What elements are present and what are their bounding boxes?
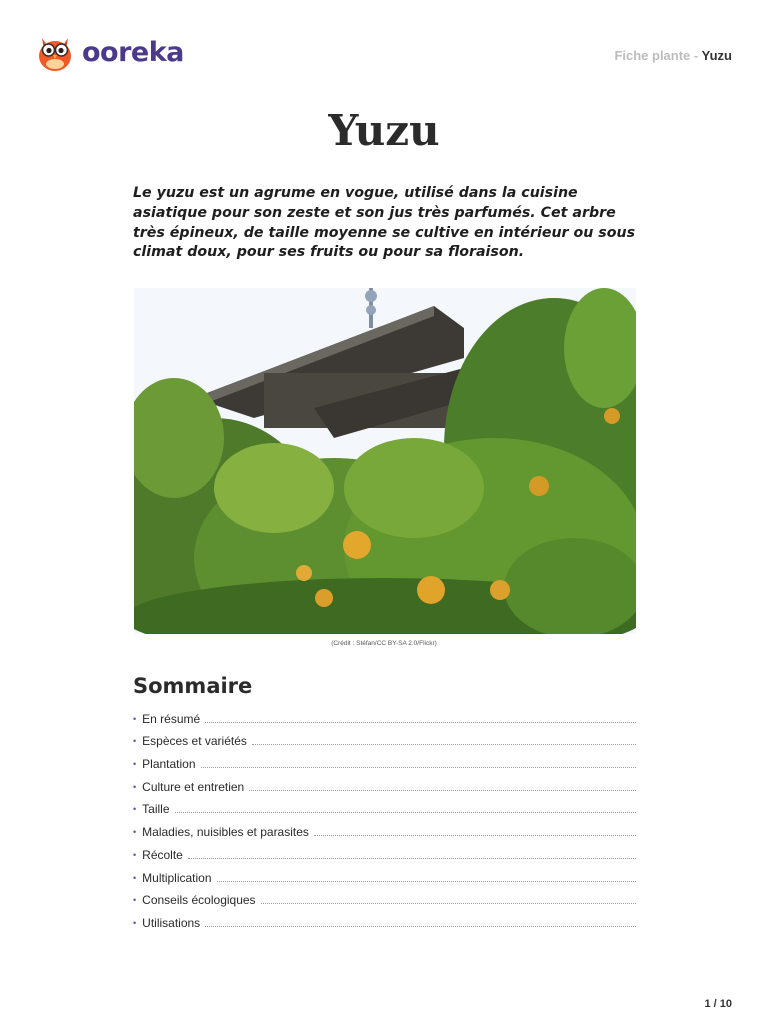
- page-header: [0, 0, 768, 90]
- photo-credit: (Crédit : Stéfan/CC BY-SA 2.0/Flickr): [331, 640, 437, 647]
- yuzu-tree-photo: [134, 288, 636, 634]
- toc-item[interactable]: [133, 749, 636, 772]
- toc-item-label: Utilisations: [142, 915, 201, 930]
- toc-item[interactable]: [133, 727, 636, 750]
- bullet-icon: •: [133, 736, 137, 747]
- dot-leader: [205, 722, 636, 723]
- bullet-icon: •: [133, 827, 137, 838]
- toc-item-label: Récolte: [142, 847, 183, 862]
- intro-paragraph: Le yuzu est un agrume en vogue, utilisé dans la cuisine asiatique pour son zeste et son jus très parfumés. Cet arbre très épineux, de taille moyenne se cultive en intérieur ou sous climat doux, pour ses fruits ou pour sa floraison.: [133, 185, 636, 261]
- toc-item[interactable]: [133, 817, 636, 840]
- table-of-contents: [133, 704, 636, 931]
- dot-leader: [175, 812, 636, 813]
- bullet-icon: •: [133, 849, 137, 860]
- dot-leader: [205, 926, 636, 927]
- toc-item[interactable]: [133, 886, 636, 909]
- dot-leader: [252, 744, 636, 745]
- toc-item-label: Conseils écologiques: [142, 893, 256, 908]
- breadcrumb-separator: -: [693, 48, 699, 63]
- breadcrumb-section[interactable]: Fiche plante: [614, 48, 691, 63]
- bullet-icon: •: [133, 804, 137, 815]
- bullet-icon: •: [133, 759, 137, 770]
- toc-item-label: Multiplication: [142, 870, 212, 885]
- dot-leader: [261, 903, 636, 904]
- toc-item-label: Culture et entretien: [142, 779, 245, 794]
- toc-title: Sommaire: [133, 674, 253, 698]
- toc-item-label: Maladies, nuisibles et parasites: [142, 825, 309, 840]
- breadcrumb: [614, 48, 732, 63]
- toc-item-label: Espèces et variétés: [142, 734, 247, 749]
- toc-item[interactable]: [133, 840, 636, 863]
- bullet-icon: •: [133, 781, 137, 792]
- owl-icon: [36, 32, 74, 72]
- brand-name: ooreka: [82, 36, 184, 68]
- ooreka-logo[interactable]: [36, 32, 184, 72]
- toc-item[interactable]: [133, 863, 636, 886]
- bullet-icon: •: [133, 872, 137, 883]
- breadcrumb-current: Yuzu: [701, 48, 732, 63]
- toc-item[interactable]: [133, 795, 636, 818]
- dot-leader: [217, 881, 636, 882]
- dot-leader: [188, 858, 636, 859]
- bullet-icon: •: [133, 713, 137, 724]
- page-number: 1 / 10: [704, 998, 732, 1010]
- bullet-icon: •: [133, 895, 137, 906]
- dot-leader: [201, 767, 636, 768]
- dot-leader: [249, 790, 636, 791]
- toc-item-label: En résumé: [142, 711, 201, 726]
- toc-item[interactable]: [133, 772, 636, 795]
- toc-item-label: Taille: [142, 802, 170, 817]
- toc-item[interactable]: [133, 908, 636, 931]
- page-title: Yuzu: [328, 106, 440, 155]
- toc-item[interactable]: [133, 704, 636, 727]
- bullet-icon: •: [133, 917, 137, 928]
- dot-leader: [314, 835, 636, 836]
- toc-item-label: Plantation: [142, 757, 196, 772]
